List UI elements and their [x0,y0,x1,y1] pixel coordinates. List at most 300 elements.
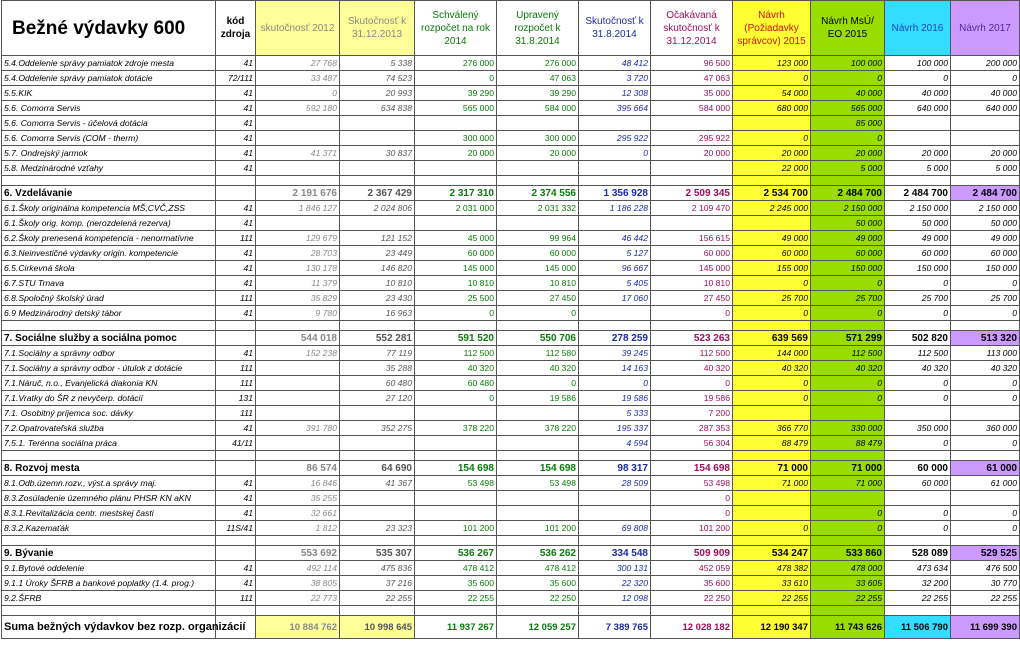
cell-navrh-poziadavky-2015: 88 479 [733,436,811,451]
cell-schvaleny-2014: 536 267 [415,546,497,561]
cell-navrh-msu-2015: 2 150 000 [811,201,885,216]
cell-navrh-2017: 476 500 [951,561,1020,576]
row-label: 6.8.Spoločný školský úrad [2,291,216,306]
cell-ocakavana-2014: 47 063 [651,71,733,86]
empty-cell [733,176,811,186]
spacer-row [2,536,1020,546]
cell-navrh-poziadavky-2015: 33 610 [733,576,811,591]
cell-schvaleny-2014: 145 000 [415,261,497,276]
table-row [2,56,1020,71]
empty-cell [885,451,951,461]
empty-cell [340,451,415,461]
table-row [2,346,1020,361]
empty-cell [951,451,1020,461]
cell-navrh-poziadavky-2015: 0 [733,306,811,321]
cell-upraveny-2014: 10 810 [497,276,579,291]
cell-skut-2013 [340,406,415,421]
cell-navrh-2017 [951,116,1020,131]
source-code-cell: 41 [216,161,256,176]
cell-skut-2013: 535 307 [340,546,415,561]
cell-navrh-2016: 40 320 [885,361,951,376]
source-code-cell: 111 [216,591,256,606]
cell-skut-2013: 41 367 [340,476,415,491]
cell-navrh-2017: 61 000 [951,476,1020,491]
cell-skut-2012: 16 846 [256,476,340,491]
row-label: 8.1.Odb.územn.rozv., výst.a správy maj. [2,476,216,491]
cell-schvaleny-2014: 2 317 310 [415,186,497,201]
empty-cell [811,536,885,546]
cell-navrh-2017: 0 [951,436,1020,451]
cell-schvaleny-2014: 591 520 [415,331,497,346]
cell-schvaleny-2014: 276 000 [415,56,497,71]
cell-ocakavana-2014: 22 250 [651,591,733,606]
cell-navrh-poziadavky-2015: 0 [733,521,811,536]
cell-skut-2014: 7 389 765 [579,616,651,639]
cell-navrh-2017: 113 000 [951,346,1020,361]
cell-schvaleny-2014: 39 290 [415,86,497,101]
cell-schvaleny-2014: 40 320 [415,361,497,376]
col-header-skut-2014: Skutočnosť k 31.8.2014 [579,1,651,56]
cell-skut-2014: 12 308 [579,86,651,101]
cell-skut-2012: 28 703 [256,246,340,261]
cell-skut-2013 [340,506,415,521]
empty-cell [415,606,497,616]
table-row [2,116,1020,131]
cell-navrh-poziadavky-2015: 639 569 [733,331,811,346]
empty-cell [733,451,811,461]
cell-navrh-poziadavky-2015: 2 245 000 [733,201,811,216]
cell-schvaleny-2014: 112 500 [415,346,497,361]
empty-cell [216,321,256,331]
source-code-cell: 41 [216,101,256,116]
table-row [2,216,1020,231]
source-code-cell [216,461,256,476]
cell-navrh-msu-2015: 60 000 [811,246,885,261]
cell-upraveny-2014: 99 964 [497,231,579,246]
cell-schvaleny-2014: 2 031 000 [415,201,497,216]
cell-navrh-poziadavky-2015: 680 000 [733,101,811,116]
empty-cell [811,451,885,461]
cell-ocakavana-2014: 7 200 [651,406,733,421]
cell-navrh-2016 [885,116,951,131]
cell-skut-2012: 2 191 676 [256,186,340,201]
source-code-cell: 41 [216,346,256,361]
empty-cell [733,321,811,331]
cell-skut-2013: 35 288 [340,361,415,376]
row-label: 9.1.1 Úroky ŠFRB a bankové poplatky (1.4. prog.) [2,576,216,591]
col-header-schvaleny: Schválený rozpočet na rok 2014 [415,1,497,56]
cell-navrh-2017: 0 [951,306,1020,321]
cell-skut-2013 [340,161,415,176]
cell-skut-2012: 391 780 [256,421,340,436]
empty-cell [811,606,885,616]
empty-cell [2,321,216,331]
cell-navrh-poziadavky-2015: 534 247 [733,546,811,561]
cell-skut-2014: 334 548 [579,546,651,561]
cell-schvaleny-2014: 60 480 [415,376,497,391]
cell-navrh-msu-2015: 0 [811,506,885,521]
row-label: 7.1.Sociálny a správny odbor [2,346,216,361]
cell-ocakavana-2014: 2 509 345 [651,186,733,201]
cell-navrh-2017: 60 000 [951,246,1020,261]
cell-navrh-poziadavky-2015: 22 255 [733,591,811,606]
table-row [2,406,1020,421]
cell-upraveny-2014: 0 [497,376,579,391]
cell-skut-2013 [340,491,415,506]
cell-schvaleny-2014 [415,216,497,231]
budget-table [1,0,1020,639]
cell-navrh-msu-2015: 0 [811,131,885,146]
source-code-cell: 41 [216,201,256,216]
cell-navrh-2017: 2 484 700 [951,186,1020,201]
cell-skut-2013: 5 338 [340,56,415,71]
cell-skut-2013: 20 993 [340,86,415,101]
cell-skut-2014: 5 405 [579,276,651,291]
cell-navrh-2017: 40 000 [951,86,1020,101]
col-header-kod: kód zdroja [216,1,256,56]
empty-cell [216,606,256,616]
cell-navrh-msu-2015: 11 743 626 [811,616,885,639]
sheet-title: Bežné výdavky 600 [2,1,216,56]
cell-skut-2013: 30 837 [340,146,415,161]
table-row [2,276,1020,291]
cell-navrh-msu-2015: 100 000 [811,56,885,71]
cell-navrh-msu-2015: 49 000 [811,231,885,246]
cell-navrh-2017: 360 000 [951,421,1020,436]
cell-upraveny-2014: 60 000 [497,246,579,261]
cell-skut-2012: 33 487 [256,71,340,86]
col-header-2013: Skutočnosť k 31.12.2013 [340,1,415,56]
cell-navrh-msu-2015: 22 255 [811,591,885,606]
cell-skut-2014: 0 [579,146,651,161]
cell-skut-2013: 22 255 [340,591,415,606]
cell-ocakavana-2014: 523 263 [651,331,733,346]
cell-schvaleny-2014: 10 810 [415,276,497,291]
cell-skut-2012 [256,131,340,146]
cell-skut-2013 [340,216,415,231]
empty-cell [340,176,415,186]
cell-skut-2012: 492 114 [256,561,340,576]
cell-schvaleny-2014: 0 [415,71,497,86]
row-label: 5.4.Oddelenie správy pamiatok zdroje mesta [2,56,216,71]
cell-navrh-poziadavky-2015: 12 190 347 [733,616,811,639]
cell-navrh-2017: 529 525 [951,546,1020,561]
cell-navrh-poziadavky-2015 [733,406,811,421]
cell-navrh-2016: 60 000 [885,246,951,261]
table-row [2,231,1020,246]
table-row [2,436,1020,451]
cell-skut-2012: 27 768 [256,56,340,71]
empty-cell [885,176,951,186]
empty-cell [216,536,256,546]
cell-navrh-2016: 11 506 790 [885,616,951,639]
cell-skut-2014: 12 098 [579,591,651,606]
cell-skut-2014 [579,491,651,506]
cell-navrh-poziadavky-2015: 20 000 [733,146,811,161]
cell-upraveny-2014: 550 706 [497,331,579,346]
cell-navrh-2016 [885,131,951,146]
cell-navrh-2017: 150 000 [951,261,1020,276]
cell-skut-2014: 0 [579,376,651,391]
cell-skut-2014: 3 720 [579,71,651,86]
cell-schvaleny-2014: 565 000 [415,101,497,116]
cell-navrh-msu-2015 [811,406,885,421]
section-row [2,461,1020,476]
cell-skut-2013: 10 810 [340,276,415,291]
cell-ocakavana-2014: 10 810 [651,276,733,291]
cell-skut-2014: 46 442 [579,231,651,246]
source-code-cell: 11S/41 [216,521,256,536]
table-row [2,361,1020,376]
cell-skut-2014: 278 259 [579,331,651,346]
empty-cell [651,606,733,616]
cell-navrh-poziadavky-2015: 0 [733,391,811,406]
empty-cell [256,606,340,616]
cell-navrh-2017: 0 [951,521,1020,536]
cell-ocakavana-2014: 145 000 [651,261,733,276]
row-label: 9.1.Bytové oddelenie [2,561,216,576]
cell-navrh-msu-2015: 71 000 [811,476,885,491]
row-label: 7. Sociálne služby a sociálna pomoc [2,331,216,346]
row-label: 9. Bývanie [2,546,216,561]
cell-navrh-2016: 50 000 [885,216,951,231]
empty-cell [2,536,216,546]
cell-upraveny-2014: 154 698 [497,461,579,476]
empty-cell [415,451,497,461]
cell-navrh-2016: 5 000 [885,161,951,176]
cell-skut-2014 [579,506,651,521]
col-header-2012: skutočnosť 2012 [256,1,340,56]
cell-skut-2014: 96 667 [579,261,651,276]
source-code-cell: 41 [216,561,256,576]
cell-skut-2012 [256,391,340,406]
source-code-cell: 111 [216,406,256,421]
cell-upraveny-2014: 39 290 [497,86,579,101]
cell-navrh-msu-2015 [811,491,885,506]
cell-upraveny-2014: 27 450 [497,291,579,306]
cell-ocakavana-2014: 35 600 [651,576,733,591]
cell-schvaleny-2014: 45 000 [415,231,497,246]
cell-skut-2014: 69 808 [579,521,651,536]
cell-navrh-2017: 513 320 [951,331,1020,346]
cell-skut-2012: 38 805 [256,576,340,591]
cell-ocakavana-2014: 19 586 [651,391,733,406]
spacer-row [2,606,1020,616]
empty-cell [579,176,651,186]
row-label: 7.1. Osobitný príjemca soc. dávky [2,406,216,421]
table-row [2,521,1020,536]
cell-skut-2012 [256,376,340,391]
cell-skut-2013: 64 690 [340,461,415,476]
empty-cell [415,536,497,546]
cell-skut-2014: 300 131 [579,561,651,576]
source-code-cell: 41/11 [216,436,256,451]
table-row [2,476,1020,491]
cell-navrh-2016: 0 [885,391,951,406]
empty-cell [2,451,216,461]
cell-upraveny-2014: 53 498 [497,476,579,491]
row-label: 6. Vzdelávanie [2,186,216,201]
empty-cell [216,176,256,186]
cell-ocakavana-2014 [651,216,733,231]
cell-skut-2012 [256,216,340,231]
cell-skut-2012 [256,436,340,451]
cell-navrh-msu-2015: 5 000 [811,161,885,176]
cell-navrh-poziadavky-2015: 144 000 [733,346,811,361]
cell-ocakavana-2014: 2 109 470 [651,201,733,216]
source-code-cell: 41 [216,146,256,161]
cell-navrh-2017: 30 770 [951,576,1020,591]
row-label: 5.6. Comorra Servis - účelová dotácia [2,116,216,131]
table-row [2,161,1020,176]
source-code-cell: 41 [216,421,256,436]
cell-schvaleny-2014 [415,161,497,176]
cell-skut-2013: 60 480 [340,376,415,391]
cell-navrh-2016: 40 000 [885,86,951,101]
cell-skut-2014: 5 127 [579,246,651,261]
cell-navrh-2016: 0 [885,506,951,521]
cell-skut-2012: 1 812 [256,521,340,536]
cell-navrh-msu-2015: 0 [811,391,885,406]
source-code-cell: 41 [216,246,256,261]
cell-ocakavana-2014: 0 [651,491,733,506]
source-code-cell: 111 [216,376,256,391]
table-row [2,291,1020,306]
cell-navrh-2016: 100 000 [885,56,951,71]
cell-skut-2012: 0 [256,86,340,101]
col-header-navrh-poziadavky: Návrh (Požiadavky správcov) 2015 [733,1,811,56]
cell-skut-2013: 37 216 [340,576,415,591]
empty-cell [497,176,579,186]
cell-schvaleny-2014: 20 000 [415,146,497,161]
cell-schvaleny-2014 [415,491,497,506]
cell-navrh-2016: 502 820 [885,331,951,346]
cell-navrh-poziadavky-2015: 2 534 700 [733,186,811,201]
source-code-cell: 41 [216,216,256,231]
col-header-navrh-msu: Návrh MsÚ/ EO 2015 [811,1,885,56]
cell-navrh-2017: 5 000 [951,161,1020,176]
cell-ocakavana-2014 [651,116,733,131]
row-label: 5.6. Comorra Servis [2,101,216,116]
cell-navrh-poziadavky-2015: 54 000 [733,86,811,101]
cell-navrh-2017 [951,131,1020,146]
cell-navrh-msu-2015: 112 500 [811,346,885,361]
cell-upraveny-2014: 378 220 [497,421,579,436]
cell-navrh-msu-2015: 85 000 [811,116,885,131]
cell-skut-2012: 32 661 [256,506,340,521]
source-code-cell: 41 [216,491,256,506]
cell-navrh-2017: 22 255 [951,591,1020,606]
empty-cell [256,321,340,331]
cell-upraveny-2014 [497,116,579,131]
cell-skut-2013: 23 323 [340,521,415,536]
cell-skut-2013: 146 820 [340,261,415,276]
row-label: 8.3.Zosúladenie územného plánu PHSR KN aKN [2,491,216,506]
cell-skut-2012: 41 371 [256,146,340,161]
cell-upraveny-2014: 20 000 [497,146,579,161]
cell-navrh-poziadavky-2015: 71 000 [733,476,811,491]
table-row [2,376,1020,391]
cell-skut-2014: 98 317 [579,461,651,476]
cell-skut-2013: 352 275 [340,421,415,436]
cell-ocakavana-2014: 156 615 [651,231,733,246]
empty-cell [497,321,579,331]
cell-navrh-msu-2015: 25 700 [811,291,885,306]
cell-navrh-msu-2015: 0 [811,521,885,536]
cell-schvaleny-2014 [415,436,497,451]
cell-ocakavana-2014: 96 500 [651,56,733,71]
source-code-cell: 111 [216,361,256,376]
cell-ocakavana-2014: 0 [651,306,733,321]
row-label: 8.3.2.Kazemaťák [2,521,216,536]
empty-cell [951,536,1020,546]
cell-navrh-msu-2015: 150 000 [811,261,885,276]
table-row [2,246,1020,261]
cell-navrh-2016: 60 000 [885,476,951,491]
cell-ocakavana-2014: 509 909 [651,546,733,561]
cell-navrh-msu-2015: 565 000 [811,101,885,116]
cell-ocakavana-2014: 56 304 [651,436,733,451]
cell-navrh-2017: 25 700 [951,291,1020,306]
cell-ocakavana-2014: 452 059 [651,561,733,576]
row-label: 5.6. Comorra Servis (COM - therm) [2,131,216,146]
cell-skut-2014: 28 509 [579,476,651,491]
cell-navrh-2016: 528 089 [885,546,951,561]
cell-navrh-msu-2015: 71 000 [811,461,885,476]
cell-navrh-2017: 0 [951,71,1020,86]
source-code-cell: 41 [216,476,256,491]
cell-skut-2014: 19 586 [579,391,651,406]
cell-navrh-2017: 40 320 [951,361,1020,376]
cell-upraveny-2014: 47 063 [497,71,579,86]
cell-navrh-poziadavky-2015: 0 [733,131,811,146]
row-label: 7.5.1. Terénna sociálna práca [2,436,216,451]
cell-navrh-2017: 11 699 390 [951,616,1020,639]
cell-upraveny-2014 [497,506,579,521]
cell-navrh-poziadavky-2015 [733,216,811,231]
empty-cell [497,451,579,461]
empty-cell [651,176,733,186]
cell-navrh-2017: 50 000 [951,216,1020,231]
cell-schvaleny-2014: 478 412 [415,561,497,576]
total-row [2,616,1020,639]
cell-navrh-msu-2015: 33 605 [811,576,885,591]
table-row [2,591,1020,606]
source-code-cell [216,546,256,561]
source-code-cell: 41 [216,56,256,71]
cell-schvaleny-2014: 22 255 [415,591,497,606]
cell-navrh-2016 [885,491,951,506]
cell-navrh-2017 [951,491,1020,506]
spacer-row [2,321,1020,331]
cell-skut-2012 [256,406,340,421]
row-label: 5.4.Oddelenie správy pamiatok dotácie [2,71,216,86]
cell-upraveny-2014 [497,491,579,506]
cell-upraveny-2014: 101 200 [497,521,579,536]
cell-skut-2012: 152 238 [256,346,340,361]
cell-navrh-2017: 2 150 000 [951,201,1020,216]
cell-skut-2013: 121 152 [340,231,415,246]
cell-skut-2014: 17 060 [579,291,651,306]
cell-ocakavana-2014: 53 498 [651,476,733,491]
cell-navrh-2016 [885,406,951,421]
cell-skut-2013: 16 963 [340,306,415,321]
cell-skut-2012: 553 692 [256,546,340,561]
cell-navrh-2016: 20 000 [885,146,951,161]
cell-upraveny-2014: 276 000 [497,56,579,71]
cell-navrh-msu-2015: 40 000 [811,86,885,101]
source-code-cell: 41 [216,131,256,146]
